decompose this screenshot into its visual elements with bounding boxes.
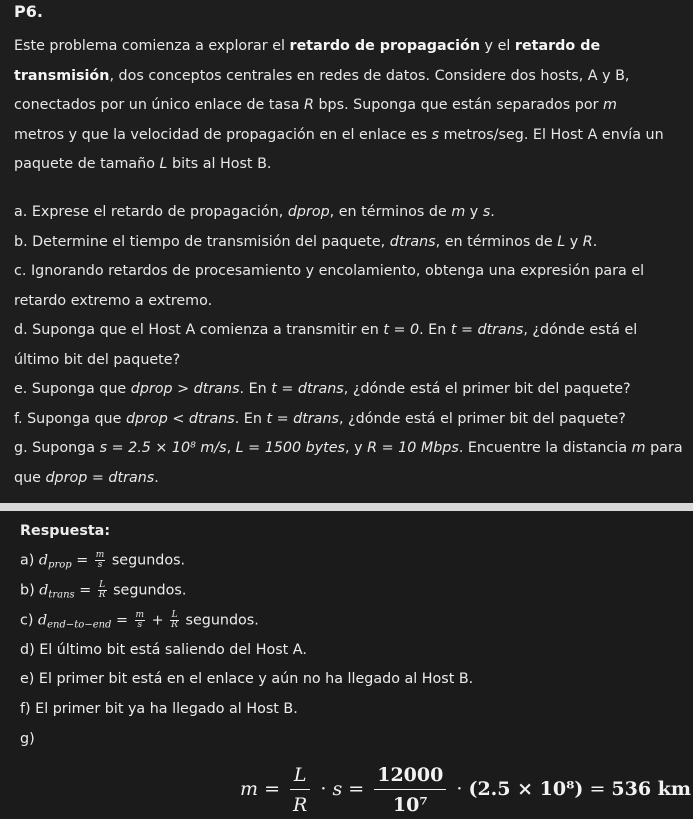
problem-item-text: retardo extremo a extremo. [14, 292, 213, 309]
answer-d: d) El último bit está saliendo del Host A. [20, 642, 307, 658]
final-eq-s: s [332, 778, 343, 800]
answer-c-den1: s [137, 620, 143, 630]
problem-item-text: . [592, 233, 598, 250]
final-eq-frac2 [374, 764, 446, 816]
problem-item-line [14, 228, 690, 258]
answer-a-den: s [97, 560, 103, 570]
problem-item-text: b. Determine el tiempo de transmisión del paquete, [14, 233, 390, 250]
problem-item-text: último bit del paquete? [14, 351, 181, 368]
answer-a-sub: prop [48, 559, 72, 571]
answer-c-suffix: segundos. [180, 612, 259, 629]
final-eq-dot1: · [314, 778, 333, 800]
problem-intro-text: y el [480, 38, 515, 54]
problem-item-text: . [154, 469, 159, 486]
final-eq-eq3: = [583, 778, 612, 800]
problem-item-text: dprop < dtrans [125, 410, 235, 427]
problem-item-text: dtrans [389, 233, 436, 250]
answer-g: g) [20, 731, 35, 747]
problem-item-line [14, 464, 690, 494]
answer-c-eq: = [111, 612, 133, 629]
problem-intro-text: m [603, 97, 617, 113]
problem-item-text: d. Suponga que el Host A comienza a transmitir en [14, 322, 384, 338]
problem-intro-text: paquete de tamaño [14, 156, 160, 172]
problem-item-text: y [565, 233, 583, 250]
final-eq-eq2: = [342, 778, 371, 800]
problem-item-text: t = dtrans [271, 381, 344, 397]
problem-item-text: L = 1500 bytes [235, 440, 346, 456]
problem-items [14, 198, 690, 493]
problem-intro-text: R [304, 97, 314, 113]
problem-item-text: . Encuentre la distancia [458, 440, 632, 456]
answer-f: f) El primer bit ya ha llegado al Host B. [20, 701, 298, 717]
problem-item-line [14, 434, 690, 464]
answer-c-frac1 [135, 611, 146, 630]
problem-item-text: . En [239, 381, 272, 397]
final-eq-factor: (2.5 × 10⁸) [468, 778, 584, 800]
problem-intro-text: metros y que la velocidad de propagación en el enlace es [14, 126, 432, 143]
final-eq-frac1 [290, 764, 310, 816]
final-eq-f2-den: 10⁷ [392, 794, 428, 816]
answer-c-plus: + [147, 612, 169, 629]
final-eq-result: 536 km [611, 778, 691, 800]
problem-intro-text: Este problema comienza a explorar el [14, 38, 290, 54]
final-eq-lhs: m [240, 778, 259, 800]
problem-item-text: para [645, 440, 683, 456]
problem-item-line [14, 375, 690, 405]
answer-b-suffix: segundos. [108, 582, 187, 599]
problem-intro-line [14, 150, 690, 180]
answer-b-den: R [98, 590, 106, 600]
problem-intro-text: transmisión [14, 67, 110, 84]
final-eq-eq1: = [258, 778, 287, 800]
problem-intro-line [14, 62, 690, 92]
problem-title: P6. [14, 2, 43, 21]
problem-intro-text: L [159, 156, 168, 172]
problem-item-text: m [631, 440, 646, 456]
problem-intro-line [14, 121, 690, 151]
problem-item-text: . En [234, 410, 267, 427]
answer-a [20, 551, 185, 571]
problem-intro-text: s [431, 126, 440, 143]
problem-item-text: c. Ignorando retardos de procesamiento y encolamiento, obtenga una expresión para el [14, 263, 645, 279]
problem-item-line [14, 405, 690, 435]
problem-item-text: g. Suponga [14, 440, 100, 456]
answer-b-prefix: b) [20, 582, 40, 599]
problem-item-line [14, 316, 690, 346]
problem-item-line [14, 287, 690, 317]
problem-item-text: s [482, 204, 491, 220]
answer-e: e) El primer bit está en el enlace y aún no ha llegado al Host B. [20, 671, 474, 687]
problem-item-text: R = 10 Mbps [367, 440, 459, 456]
problem-item-text: dprop = dtrans [45, 469, 155, 486]
final-eq-f1-num: L [290, 764, 310, 790]
answer-c-den2: R [171, 620, 178, 630]
final-eq-dot2: · [450, 778, 469, 800]
problem-item-text: m [451, 204, 466, 220]
problem-intro-text: bps. Suponga que están separados por [313, 97, 604, 113]
answer-c-prefix: c) [20, 612, 38, 629]
answer-c-sub: end−to−end [47, 619, 112, 631]
problem-item-text: dprop [287, 204, 330, 220]
answer-b-var: d [39, 582, 49, 599]
problem-intro-text: conectados por un único enlace de tasa [14, 97, 304, 113]
problem-item-text: t = dtrans [266, 410, 339, 427]
problem-item-text: t = dtrans [450, 322, 524, 338]
answer-section [0, 511, 693, 819]
answer-a-frac [95, 551, 106, 570]
answer-b-frac [98, 581, 107, 600]
final-equation [240, 764, 691, 816]
answer-a-eq: = [71, 552, 93, 569]
problem-item-text: , en términos de [329, 204, 452, 220]
problem-intro-line [14, 91, 690, 121]
problem-intro-text: retardo de [514, 38, 601, 54]
final-eq-f1-den: R [293, 794, 308, 816]
problem-item-text: y [465, 204, 483, 220]
problem-intro-line [14, 32, 690, 62]
problem-item-text: , y [345, 440, 368, 456]
problem-intro-text: , dos conceptos centrales en redes de datos. Considere dos hosts, A y B, [109, 67, 630, 84]
problem-intro-text: metros/seg. El Host A envía un [439, 126, 664, 143]
problem-item-text: , ¿dónde está el primer bit del paquete? [338, 410, 626, 427]
answer-a-suffix: segundos. [107, 552, 186, 569]
problem-item-line [14, 198, 690, 228]
problem-item-text: , ¿dónde está el [523, 322, 638, 338]
problem-item-text: R [582, 233, 593, 250]
answer-c-num1: m [135, 610, 145, 620]
answer-a-var: d [38, 552, 49, 569]
problem-item-text: . En [419, 322, 451, 338]
answer-c [20, 611, 259, 631]
problem-item-text: que [14, 469, 46, 486]
problem-intro-text: bits al Host B. [167, 156, 272, 172]
problem-item-text: L [557, 233, 566, 250]
problem-item-text: e. Suponga que [14, 381, 131, 397]
answer-c-num2: L [171, 610, 178, 620]
problem-item-text: f. Suponga que [14, 410, 126, 427]
problem-item-text: , [226, 440, 236, 456]
problem-item-line [14, 257, 690, 287]
answer-c-frac2 [170, 611, 179, 630]
answer-b-num: L [99, 580, 106, 590]
answer-a-num: m [95, 550, 105, 560]
problem-item-text: , ¿dónde está el primer bit del paquete? [343, 381, 631, 397]
answer-b-eq: = [74, 582, 96, 599]
problem-intro [14, 32, 690, 180]
answer-b [20, 581, 186, 601]
final-eq-f2-num: 12000 [374, 764, 446, 790]
problem-intro-text: retardo de propagación [289, 38, 481, 54]
problem-item-text: s = 2.5 × 10⁸ m/s [99, 440, 227, 456]
problem-item-line [14, 346, 690, 376]
answer-c-var: d [37, 612, 48, 629]
answer-heading: Respuesta: [20, 523, 111, 539]
answer-b-sub: trans [48, 589, 75, 601]
problem-item-text: . [490, 204, 495, 220]
problem-item-text: t = 0 [383, 322, 420, 338]
section-divider [0, 503, 693, 511]
answer-a-prefix: a) [20, 552, 39, 569]
problem-item-text: , en términos de [435, 233, 558, 250]
problem-item-text: a. Exprese el retardo de propagación, [14, 204, 288, 220]
problem-item-text: dprop > dtrans [130, 381, 240, 397]
